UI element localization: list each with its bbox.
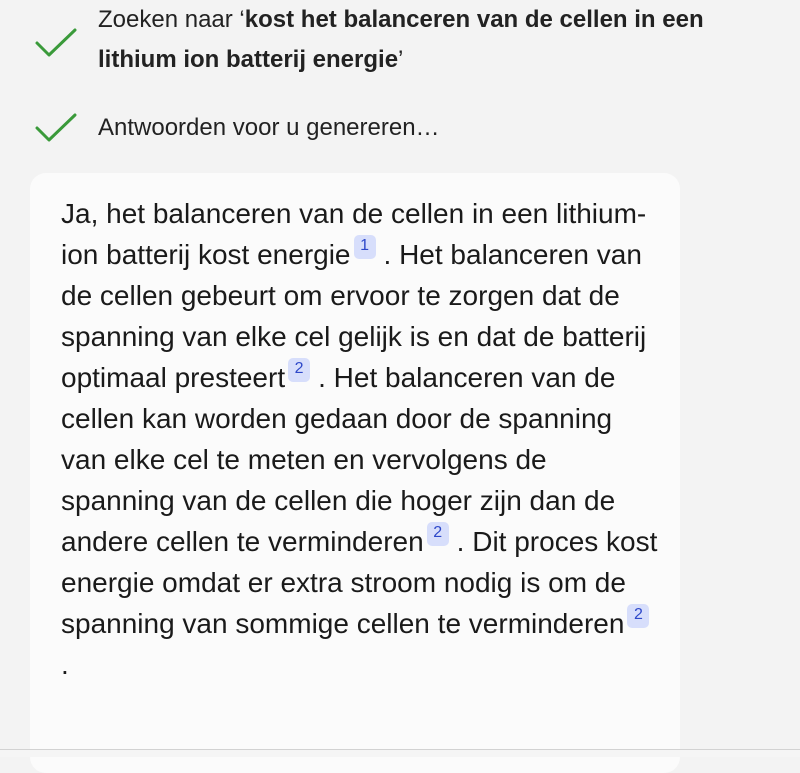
answer-segment: Ja, het balanceren van de cellen in een lithium-ion batterij kost energie <box>61 198 647 270</box>
answer-segment: . Het balanceren van de cellen kan worden gedaan door de spanning van elke cel te meten en vervolgens de spanning van de cellen die hoger zijn dan de andere cellen te verminderen <box>61 362 616 557</box>
answer-segment: . Het balanceren van de cellen gebeurt om ervoor te zorgen dat de spanning van elke cel gelijk is en dat de batterij optimaal presteert <box>61 239 647 393</box>
generate-status-text: Antwoorden voor u genereren… <box>98 114 440 141</box>
close-quote: ’ <box>398 46 404 73</box>
search-query: kost het balanceren van de cellen in een lithium ion batterij energie <box>98 6 704 73</box>
answer-segment: . Dit proces kost energie omdat er extra stroom nodig is om de spanning van sommige cellen te verminderen <box>61 526 658 639</box>
bottom-bar <box>0 750 800 757</box>
search-status-text <box>98 0 788 80</box>
checkmark-icon <box>34 111 78 145</box>
search-prefix: Zoeken naar <box>98 6 240 33</box>
citation-badge[interactable]: 1 <box>354 235 376 259</box>
open-quote: ‘ <box>239 6 245 33</box>
citation-badge[interactable]: 2 <box>427 522 449 546</box>
answer-segment: . <box>61 649 69 680</box>
checkmark-icon <box>34 26 78 60</box>
citation-badge[interactable]: 2 <box>627 604 649 628</box>
answer-card <box>30 173 680 773</box>
citation-badge[interactable]: 2 <box>288 358 310 382</box>
answer-text <box>61 193 661 685</box>
